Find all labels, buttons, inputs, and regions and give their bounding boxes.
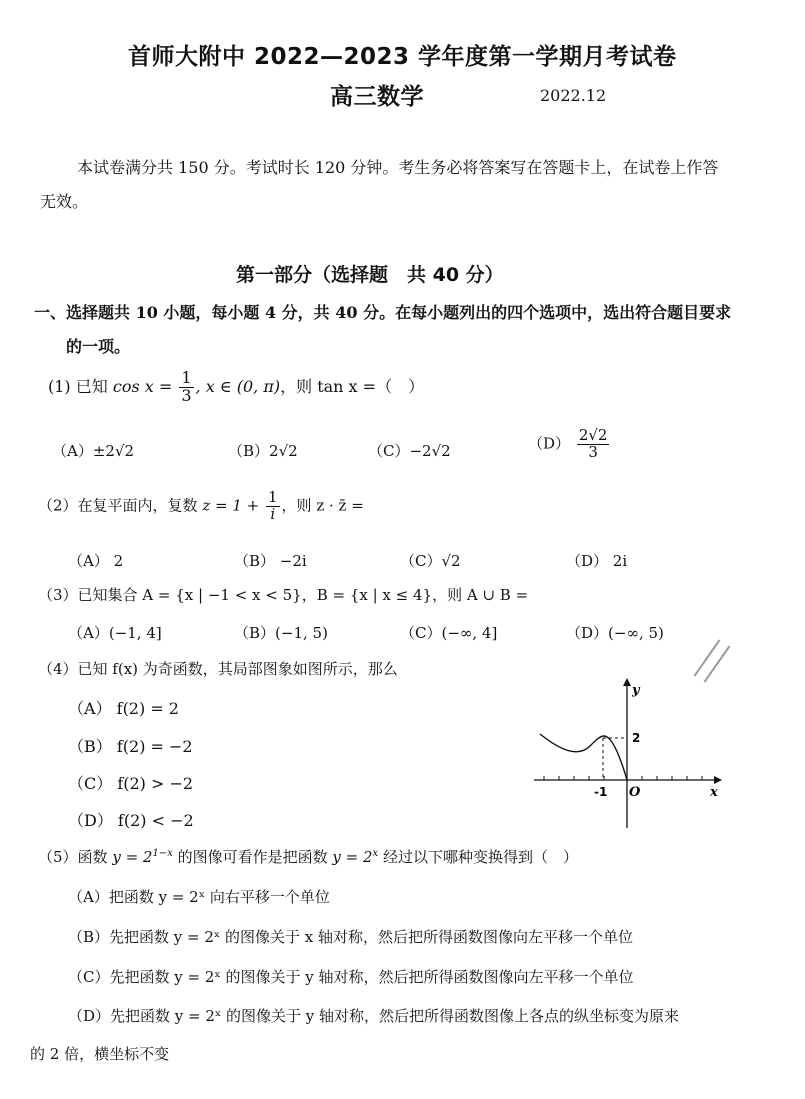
intro-line-1: 本试卷满分共 150 分。考试时长 120 分钟。考生务必将答案写在答题卡上，在试卷上作答 bbox=[77, 158, 719, 177]
q2-z: z = 1 + bbox=[202, 496, 260, 515]
q2-option-d: （D） 2i bbox=[566, 552, 628, 570]
question-2 bbox=[38, 490, 364, 523]
q1-option-d-fraction bbox=[577, 428, 610, 461]
part1-instruction-line-2: 的一项。 bbox=[66, 337, 131, 356]
function-curve bbox=[540, 734, 627, 780]
q2-fraction bbox=[266, 490, 280, 523]
q1-option-b: （B）2√2 bbox=[228, 442, 298, 460]
q2-option-c: （C）√2 bbox=[400, 552, 461, 570]
x-axis-label: x bbox=[710, 785, 718, 800]
exam-title: 首师大附中 2022—2023 学年度第一学期月考试卷 bbox=[128, 44, 677, 70]
q5-func2-base: y = 2 bbox=[332, 848, 373, 866]
q1-fraction bbox=[179, 370, 193, 405]
q5-option-b: （B）先把函数 y = 2ˣ 的图像关于 x 轴对称，然后把所得函数图像向左平移一个单位 bbox=[68, 928, 634, 946]
q4-option-a: （A） f(2) = 2 bbox=[68, 699, 179, 718]
q1-option-d-num: 2√2 bbox=[578, 426, 608, 444]
q4-option-b: （B） f(2) = −2 bbox=[68, 737, 193, 756]
q3-option-a: （A）(−1, 4] bbox=[68, 624, 162, 642]
q5-text-b: 的图像可看作是把函数 bbox=[177, 848, 328, 866]
question-3: （3）已知集合 A = {x | −1 < x < 5}，B = {x | x ≤ 4}，则 A ∪ B = bbox=[38, 586, 529, 604]
part1-title: 第一部分（选择题 共 40 分） bbox=[236, 264, 504, 286]
q1-cos: cos x = bbox=[112, 376, 173, 396]
part1-instruction-line-1: 一、选择题共 10 小题，每小题 4 分，共 40 分。在每小题列出的四个选项中，选出符合题目要求 bbox=[34, 303, 732, 322]
intro-line-2: 无效。 bbox=[40, 192, 89, 211]
q4-option-d: （D） f(2) < −2 bbox=[68, 811, 194, 830]
q2-prefix: （2）在复平面内，复数 bbox=[38, 496, 198, 515]
question-4: （4）已知 f(x) 为奇函数，其局部图象如图所示，那么 bbox=[38, 660, 398, 678]
q2-frac-num: 1 bbox=[268, 488, 278, 506]
q1-frac-den: 3 bbox=[181, 385, 192, 405]
q5-option-a: （A）把函数 y = 2ˣ 向右平移一个单位 bbox=[68, 888, 330, 906]
q4-function-graph bbox=[530, 672, 730, 832]
q1-ask: ，则 tan x =（ ） bbox=[280, 376, 425, 396]
y-axis-label: y bbox=[632, 683, 640, 698]
q1-option-c: （C）−2√2 bbox=[368, 442, 451, 460]
q5-option-d-line-2: 的 2 倍，横坐标不变 bbox=[30, 1045, 170, 1063]
tick-label-2: 2 bbox=[632, 731, 641, 745]
q5-func1-exp: 1−x bbox=[152, 848, 173, 859]
q2-option-a: （A） 2 bbox=[68, 552, 124, 570]
q5-text-c: 经过以下哪种变换得到（ ） bbox=[382, 848, 578, 866]
q2-frac-den: i bbox=[270, 504, 276, 523]
exam-date: 2022.12 bbox=[540, 86, 607, 105]
q1-option-d bbox=[528, 428, 611, 461]
question-5 bbox=[38, 846, 578, 867]
exam-subject: 高三数学 bbox=[330, 84, 424, 110]
y-axis-arrow bbox=[623, 678, 631, 686]
q5-func2 bbox=[332, 848, 378, 866]
q2-ask: ，则 z · z̄ = bbox=[281, 496, 364, 515]
q4-option-c: （C） f(2) > −2 bbox=[68, 774, 194, 793]
q2-option-b: （B） −2i bbox=[234, 552, 307, 570]
tick-label-neg1: -1 bbox=[594, 785, 608, 799]
q3-option-d: （D）(−∞, 5) bbox=[566, 624, 664, 642]
q1-option-d-label: （D） bbox=[528, 434, 571, 453]
q5-func1-base: y = 2 bbox=[112, 848, 153, 866]
q5-option-c: （C）先把函数 y = 2ˣ 的图像关于 y 轴对称，然后把所得函数图像向左平移一个单位 bbox=[68, 968, 634, 986]
q3-option-b: （B）(−1, 5) bbox=[234, 624, 328, 642]
q3-option-c: （C）(−∞, 4] bbox=[400, 624, 498, 642]
q1-prefix: (1) 已知 bbox=[48, 376, 108, 396]
q1-option-d-den: 3 bbox=[588, 442, 598, 461]
q1-option-a: （A）±2√2 bbox=[52, 442, 135, 460]
x-axis-arrow bbox=[714, 776, 722, 784]
q1-condition: , x ∈ (0, π) bbox=[195, 376, 281, 396]
question-1 bbox=[48, 370, 424, 405]
q5-text-a: （5）函数 bbox=[38, 848, 108, 866]
q5-option-d-line-1: （D）先把函数 y = 2ˣ 的图像关于 y 轴对称，然后把所得函数图像上各点的纵坐标变为原来 bbox=[68, 1007, 680, 1025]
q1-frac-num: 1 bbox=[181, 368, 192, 387]
q5-func1 bbox=[112, 848, 173, 866]
q5-func2-exp: x bbox=[372, 848, 379, 859]
origin-label: O bbox=[629, 785, 641, 800]
